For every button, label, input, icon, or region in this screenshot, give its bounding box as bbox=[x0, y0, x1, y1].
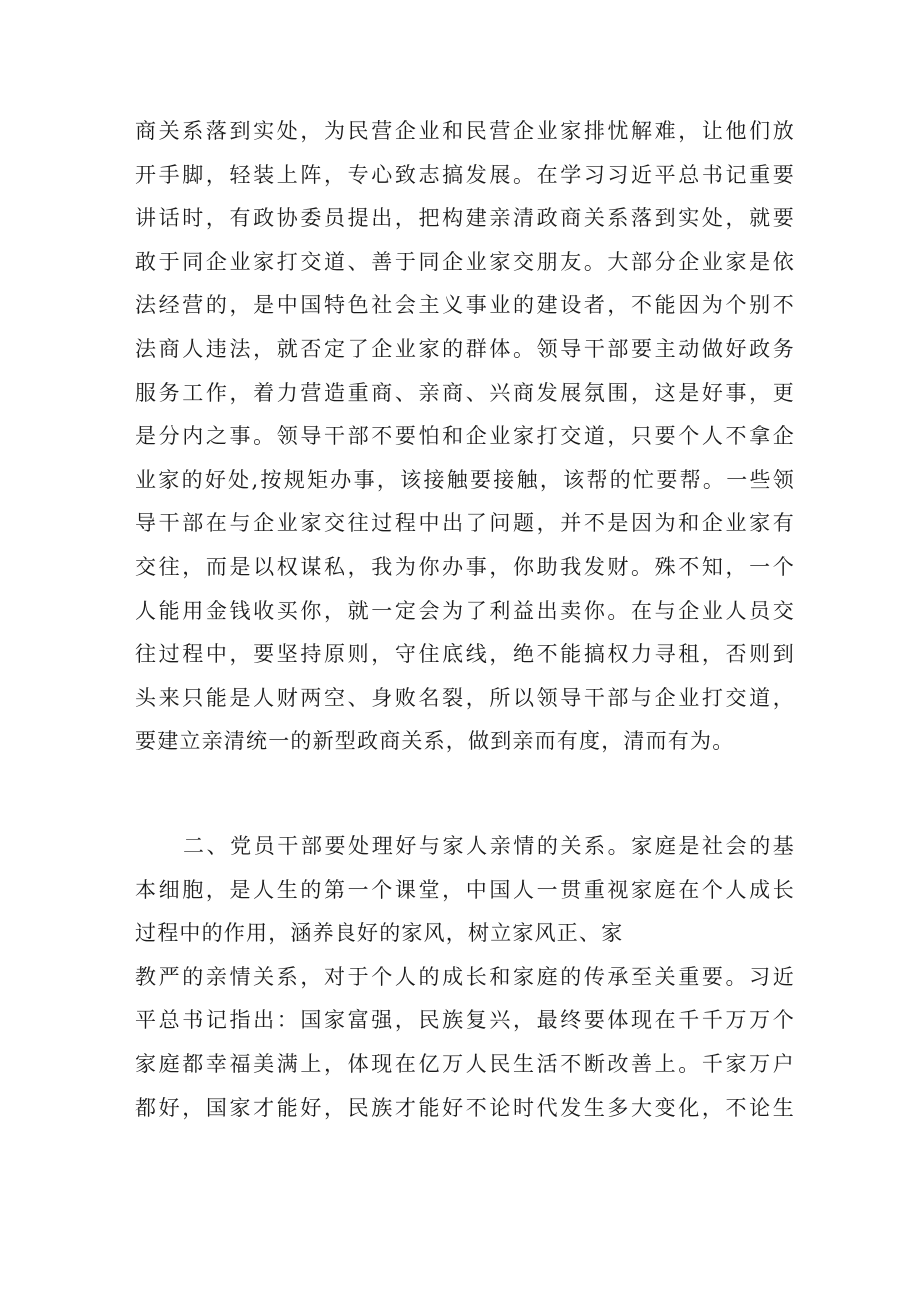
text-line: 开手脚，轻装上阵，专心致志搞发展。在学习习近平总书记重要 bbox=[135, 162, 795, 187]
text-line: 交往，而是以权谋私，我为你办事，你助我发财。殊不知，一个 bbox=[135, 554, 795, 579]
text-line: 服务工作，着力营造重商、亲商、兴商发展氛围，这是好事，更 bbox=[135, 380, 795, 405]
text-line: 业家的好处,按规矩办事，该接触要接触，该帮的忙要帮。一些领 bbox=[135, 467, 795, 492]
text-line: 法经营的，是中国特色社会主义事业的建设者，不能因为个别不 bbox=[135, 293, 795, 318]
text-line: 导干部在与企业家交往过程中出了问题，并不是因为和企业家有 bbox=[135, 511, 795, 536]
text-line: 教严的亲情关系，对于个人的成长和家庭的传承至关重要。习近 bbox=[135, 964, 795, 989]
text-line: 平总书记指出：国家富强，民族复兴，最终要体现在千千万万个 bbox=[135, 1008, 795, 1033]
text-line: 敢于同企业家打交道、善于同企业家交朋友。大部分企业家是依 bbox=[135, 249, 795, 274]
text-line: 是分内之事。领导干部不要怕和企业家打交道，只要个人不拿企 bbox=[135, 424, 795, 449]
paragraph-2 bbox=[135, 825, 795, 1130]
text-line: 往过程中，要坚持原则，守住底线，绝不能搞权力寻租，否则到 bbox=[135, 642, 795, 667]
text-line: 人能用金钱收买你，就一定会为了利益出卖你。在与企业人员交 bbox=[135, 598, 795, 623]
text-line: 都好，国家才能好，民族才能好不论时代发生多大变化，不论生 bbox=[135, 1095, 795, 1120]
text-line: 本细胞，是人生的第一个课堂，中国人一贯重视家庭在个人成长 bbox=[135, 877, 795, 902]
text-line: 法商人违法，就否定了企业家的群体。领导干部要主动做好政务 bbox=[135, 336, 795, 361]
text-line: 商关系落到实处，为民营企业和民营企业家排忧解难，让他们放 bbox=[135, 119, 795, 143]
text-line: 要建立亲清统一的新型政商关系，做到亲而有度，清而有为。 bbox=[135, 729, 735, 754]
text-line: 二、党员干部要处理好与家人亲情的关系。家庭是社会的基 bbox=[183, 834, 795, 858]
text-line: 头来只能是人财两空、身败名裂，所以领导干部与企业打交道， bbox=[135, 685, 795, 710]
paragraph-1 bbox=[135, 110, 795, 764]
text-line: 讲话时，有政协委员提出，把构建亲清政商关系落到实处，就要 bbox=[135, 206, 795, 231]
text-line: 过程中的作用，涵养良好的家风，树立家风正、家 bbox=[135, 921, 624, 946]
text-line: 家庭都幸福美满上，体现在亿万人民生活不断改善上。千家万户 bbox=[135, 1051, 795, 1076]
